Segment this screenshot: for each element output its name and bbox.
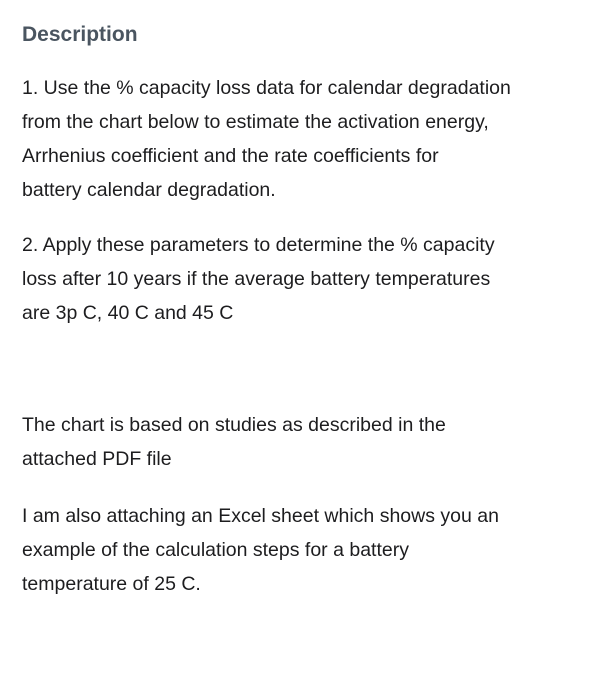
paragraph-excel-note [22, 499, 582, 601]
text-line: 1. Use the % capacity loss data for calendar degradation [22, 77, 511, 99]
text-line: The chart is based on studies as described in the [22, 414, 446, 436]
text-line: I am also attaching an Excel sheet which shows you an [22, 505, 499, 527]
text-line: Arrhenius coefficient and the rate coefficients for [22, 145, 439, 167]
text-line: are 3p C, 40 C and 45 C [22, 302, 234, 324]
text-line: example of the calculation steps for a battery [22, 539, 409, 561]
section-title: Description [22, 23, 138, 46]
paragraph-task-1 [22, 71, 582, 207]
text-line: temperature of 25 C. [22, 573, 201, 595]
paragraph-chart-note [22, 408, 582, 476]
paragraph-task-2 [22, 228, 582, 330]
text-line: from the chart below to estimate the activation energy, [22, 111, 489, 133]
text-line: loss after 10 years if the average battery temperatures [22, 268, 491, 290]
text-line: 2. Apply these parameters to determine the % capacity [22, 234, 495, 256]
text-line: battery calendar degradation. [22, 179, 276, 201]
text-line: attached PDF file [22, 448, 172, 470]
